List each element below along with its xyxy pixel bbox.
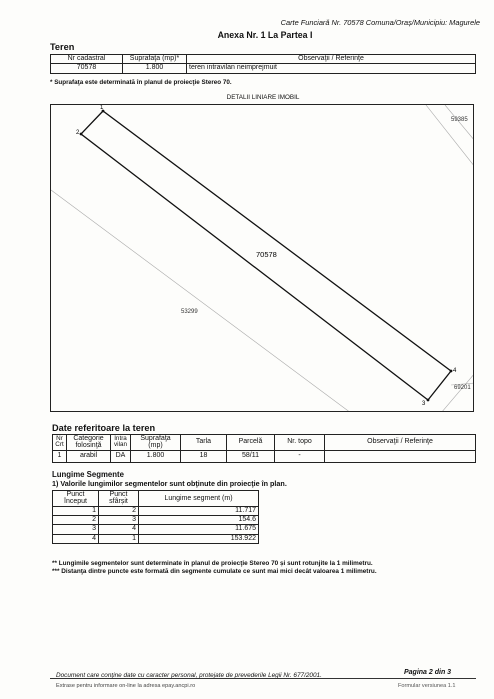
segments-title: Lungime Segmente (52, 470, 124, 479)
map-drawing (51, 105, 474, 412)
seg-cell: 11.675 (139, 525, 259, 534)
teren-cell-observatii: teren intravilan neimprejmuit (187, 64, 476, 73)
teren-header-cadastral: Nr cadastral (51, 55, 123, 64)
point-label-2: 2 (76, 130, 80, 136)
point-label-4: 4 (453, 368, 457, 374)
source-notice: Extrase pentru informare on-line la adresa epay.ancpi.ro (56, 683, 196, 689)
segments-note-2: *** Distanţa dintre puncte este formată din segmente cumulate ce sunt mai mici decât valoarea 1 milimetru. (52, 568, 377, 575)
dt-cell-intravilan: DA (111, 450, 131, 462)
seg-cell: 11.717 (139, 506, 259, 515)
dt-header-nrcrt: Nr Crt (53, 435, 67, 451)
dt-cell-nrtopo: - (275, 450, 325, 462)
seg-cell: 3 (99, 516, 139, 525)
footer-divider (50, 678, 476, 679)
neighbor-boundary-line (445, 105, 474, 141)
dt-cell-categorie: arabil (67, 450, 111, 462)
neighbor-label-69201: 69201 (454, 385, 471, 391)
table-row (53, 516, 259, 525)
seg-cell: 2 (53, 516, 99, 525)
seg-cell: 2 (99, 506, 139, 515)
teren-section-title: Teren (50, 42, 75, 52)
dt-header-nrtopo: Nr. topo (275, 435, 325, 451)
seg-cell: 1 (53, 506, 99, 515)
map-title: DETALII LINIARE IMOBIL (226, 94, 300, 101)
point-label-3: 3 (422, 401, 426, 407)
seg-cell: 4 (99, 525, 139, 534)
teren-note: * Suprafaţa este determinată în planul de proiecţie Stereo 70. (50, 79, 232, 86)
seg-cell: 154.6 (139, 516, 259, 525)
seg-cell: 1 (99, 534, 139, 543)
seg-cell: 153.922 (139, 534, 259, 543)
carte-funciara-header: Carte Funciară Nr. 70578 Comuna/Oraș/Municipiu: Magurele (280, 18, 480, 27)
seg-cell: 3 (53, 525, 99, 534)
segments-table (52, 490, 259, 544)
vertex-marker (80, 133, 83, 136)
neighbor-boundary-line (441, 373, 474, 412)
date-teren-table (52, 434, 476, 463)
dt-cell-nrcrt: 1 (53, 450, 67, 462)
neighbor-label-53299: 53299 (181, 309, 198, 315)
table-row (53, 534, 259, 543)
neighbor-boundary-line (426, 105, 474, 167)
dt-cell-suprafata: 1.800 (131, 450, 181, 462)
teren-cell-suprafata: 1.800 (123, 64, 187, 73)
form-version: Formular versiunea 1.1 (398, 683, 456, 689)
table-row (53, 506, 259, 515)
vertex-marker (450, 370, 453, 373)
table-row (53, 525, 259, 534)
dt-header-observatii: Observaţii / Referinţe (325, 435, 476, 451)
segments-subtitle: 1) Valorile lungimilor segmentelor sunt obţinute din proiecţie în plan. (52, 479, 287, 488)
vertex-marker (427, 399, 430, 402)
point-label-1: 1 (100, 105, 104, 111)
neighbor-boundary-line (51, 190, 351, 412)
seg-header-sfarsit: Punct sfârșit (99, 491, 139, 507)
teren-header-observatii: Observaţii / Referinţe (187, 55, 476, 64)
date-teren-title: Date referitoare la teren (52, 423, 156, 433)
dt-cell-observatii (325, 450, 476, 462)
teren-header-suprafata: Suprafaţa (mp)* (123, 55, 187, 64)
teren-table (50, 54, 476, 74)
parcel-number-label: 70578 (256, 250, 277, 259)
seg-cell: 4 (53, 534, 99, 543)
dt-header-intravilan: Intra vilan (111, 435, 131, 451)
dt-header-suprafata: Suprafaţa (mp) (131, 435, 181, 451)
cadastral-map (50, 104, 474, 412)
seg-header-inceput: Punct început (53, 491, 99, 507)
dt-header-tarla: Tarla (181, 435, 227, 451)
anexa-title: Anexa Nr. 1 La Partea I (217, 30, 313, 40)
neighbor-label-59385: 59385 (451, 117, 468, 123)
teren-cell-cadastral: 70578 (51, 64, 123, 73)
segments-note-1: ** Lungimile segmentelor sunt determinate în planul de proiecţie Stereo 70 și sunt rotunjite la 1 milimetru. (52, 560, 373, 567)
dt-header-parcela: Parcelă (227, 435, 275, 451)
dt-cell-tarla: 18 (181, 450, 227, 462)
page-number: Pagina 2 din 3 (404, 669, 452, 676)
dt-cell-parcela: 58/11 (227, 450, 275, 462)
legal-notice: Document care conţine date cu caracter personal, protejate de prevederile Legii Nr. 677/2001. (56, 672, 322, 679)
dt-header-categorie: Categorie folosinţă (67, 435, 111, 451)
seg-header-lungime: Lungime segment (m) (139, 491, 259, 507)
